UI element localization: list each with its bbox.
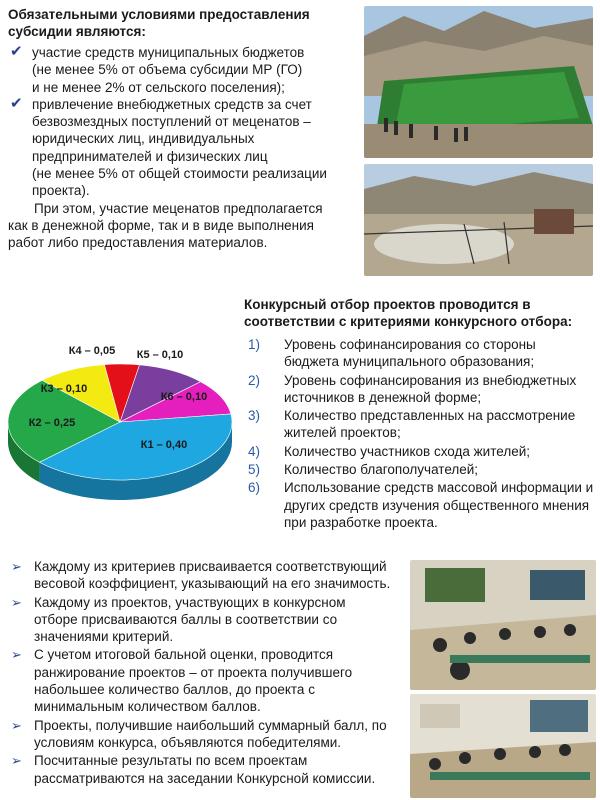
note-paragraph (8, 200, 356, 252)
arrow-bullet-icon: ➢ (11, 647, 22, 663)
text-line: Каждому из критериев присваивается соответствующий (34, 559, 387, 574)
criteria-heading: Конкурсный отбор проектов проводится в соответствии с критериями конкурсного отбора: (244, 297, 573, 329)
arrow-bullet-icon: ➢ (11, 559, 22, 574)
criterion-number: 4) (248, 443, 261, 459)
criterion-number: 1) (248, 337, 261, 352)
procedure-item (8, 646, 408, 715)
text-line: рассматриваются на заседании Конкурсной комиссии. (34, 770, 376, 786)
text-line: безвозмездных поступлений от меценатов – (32, 114, 311, 130)
procedure-item (8, 717, 408, 752)
text-line: работ либо предоставления материалов. (8, 235, 268, 251)
text-line: весовой коэффициент, указывающий на его значимость. (34, 576, 391, 592)
procedure-list (8, 558, 408, 787)
checkmark-icon: ✔ (10, 94, 23, 112)
procedure-section (8, 558, 408, 788)
text-line: (не менее 5% от объема субсидии МР (ГО) (32, 62, 303, 78)
text-line: (не менее 5% от общей стоимости реализации (32, 166, 327, 182)
text-line: предпринимателей и физических лиц (32, 148, 268, 164)
procedure-item (8, 594, 408, 646)
text-line: юридических лиц, индивидуальных (32, 131, 255, 147)
pie-slice-label: К1 – 0,40 (140, 439, 188, 451)
pie-slice-label: К2 – 0,25 (28, 417, 76, 429)
pie-slice-label: К3 – 0,10 (40, 383, 88, 395)
criterion-item (244, 461, 594, 478)
subsidy-conditions-list (8, 44, 356, 200)
subsidy-note (8, 200, 356, 252)
criterion-text: Использование средств массовой информации и других средств изучения общественного мнения при разработке проекта. (284, 480, 594, 530)
meeting-photo-1 (410, 560, 596, 690)
text-line: При этом, участие меценатов предполагается (34, 200, 323, 216)
playground-photo (364, 164, 593, 276)
text-line: Проекты, получившие наибольший суммарный балл, по (34, 717, 387, 733)
text-line: условиям конкурса, объявляются победителями. (34, 734, 342, 750)
text-line: минимальным количеством баллов. (34, 699, 261, 715)
text-line: ранжирование проектов – от проекта получившего (34, 664, 353, 680)
pie-slice-label: К4 – 0,05 (68, 345, 116, 357)
criterion-text: Количество участников схода жителей; (284, 443, 530, 459)
text-line: участие средств муниципальных бюджетов (32, 45, 305, 60)
subsidy-heading: Обязательными условиями предоставления субсидии являются: (8, 7, 310, 39)
text-line: привлечение внебюджетных средств за счет (32, 96, 312, 112)
criterion-text: Количество благополучателей; (284, 462, 479, 478)
arrow-bullet-icon: ➢ (11, 753, 22, 769)
criterion-item (244, 407, 594, 442)
criterion-text: Количество представленных на рассмотрение жителей проектов; (284, 408, 576, 441)
checkmark-icon: ✔ (10, 43, 23, 60)
criterion-number: 2) (248, 372, 261, 388)
text-line: Посчитанные результаты по всем проектам (34, 753, 308, 769)
text-line: Каждому из проектов, участвующих в конкурсном (34, 594, 346, 610)
condition-item (8, 44, 356, 96)
criterion-item (244, 336, 594, 371)
pie-slice-label: К6 – 0,10 (160, 391, 208, 403)
text-line: значениями критерий. (34, 629, 174, 645)
text-line: набольшее количество баллов, до проекта с (34, 682, 315, 698)
procedure-item (8, 752, 408, 787)
text-line: С учетом итоговой бальной оценки, проводится (34, 647, 334, 663)
criterion-number: 3) (248, 408, 261, 424)
text-line: отборе присваиваются баллы в соответствии со (34, 611, 338, 627)
subsidy-section (8, 6, 356, 252)
arrow-bullet-icon: ➢ (11, 717, 22, 733)
criteria-list (244, 336, 594, 531)
meeting-photo-2 (410, 694, 596, 798)
criterion-text: Уровень софинансирования из внебюджетных источников в денежной форме; (284, 372, 577, 405)
condition-item (8, 96, 356, 200)
criterion-item (244, 479, 594, 531)
pie-slice-label: К5 – 0,10 (136, 349, 184, 361)
stadium-photo (364, 6, 593, 158)
criterion-item (244, 372, 594, 407)
text-line: как в денежной форме, так и в виде выполнения (8, 217, 314, 233)
criterion-item (244, 443, 594, 460)
arrow-bullet-icon: ➢ (11, 594, 22, 610)
criteria-weights-chart (4, 330, 236, 530)
text-line: и не менее 2% от сельского поселения); (32, 79, 285, 95)
criterion-number: 6) (248, 480, 261, 496)
text-line: проекта). (32, 183, 90, 199)
pie-chart-svg (4, 330, 236, 530)
criteria-section (244, 296, 594, 532)
criterion-text: Уровень софинансирования со стороны бюджета муниципального образования; (284, 337, 536, 370)
criterion-number: 5) (248, 462, 261, 478)
procedure-item (8, 558, 408, 593)
